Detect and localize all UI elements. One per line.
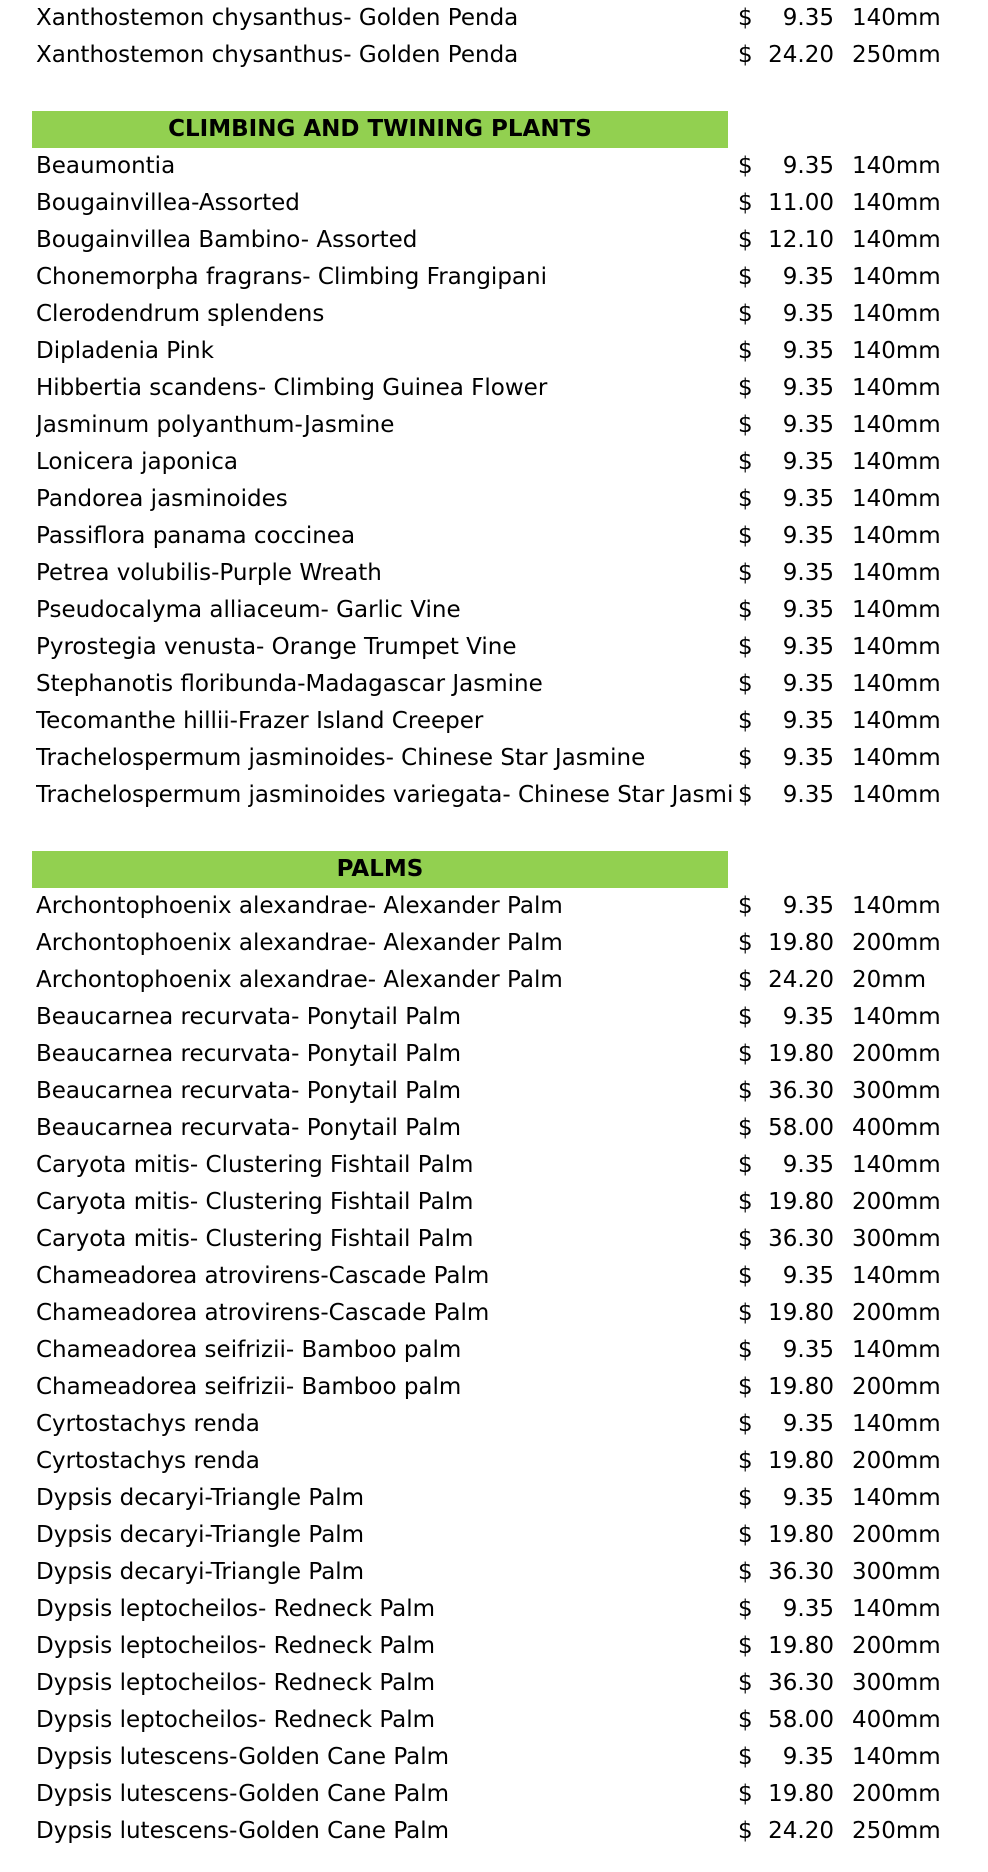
plant-name: Cyrtostachys renda: [36, 1411, 260, 1437]
plant-price: 36.30: [768, 1078, 834, 1104]
plant-name: Dypsis leptocheilos- Redneck Palm: [36, 1670, 436, 1696]
plant-price: 9.35: [782, 560, 834, 586]
plant-name: Pseudocalyma alliaceum- Garlic Vine: [36, 597, 461, 623]
currency-symbol: $: [738, 264, 753, 290]
pot-size: 300mm: [852, 1670, 941, 1696]
plant-price: 9.35: [782, 449, 834, 475]
price-list-row: [0, 1295, 988, 1332]
price-list-row: [0, 407, 988, 444]
price-list-row: [0, 1332, 988, 1369]
plant-price: 9.35: [782, 5, 834, 31]
currency-symbol: $: [738, 967, 753, 993]
pot-size: 200mm: [852, 1633, 941, 1659]
plant-name: Dypsis decaryi-Triangle Palm: [36, 1522, 365, 1548]
plant-name: Stephanotis floribunda-Madagascar Jasmine: [36, 671, 543, 697]
price-list-row: [0, 0, 988, 37]
price-list-row: [0, 222, 988, 259]
plant-price: 9.35: [782, 634, 834, 660]
plant-price: 9.35: [782, 1004, 834, 1030]
plant-price: 9.35: [782, 1337, 834, 1363]
plant-name: Beaucarnea recurvata- Ponytail Palm: [36, 1078, 461, 1104]
price-list-row: [0, 592, 988, 629]
section-title: PALMS: [32, 851, 728, 888]
pot-size: 140mm: [852, 264, 941, 290]
pot-size: 140mm: [852, 449, 941, 475]
plant-price: 58.00: [768, 1115, 834, 1141]
currency-symbol: $: [738, 412, 753, 438]
price-list-row: [0, 629, 988, 666]
plant-name: Jasminum polyanthum-Jasmine: [36, 412, 395, 438]
plant-name: Archontophoenix alexandrae- Alexander Palm: [36, 967, 563, 993]
currency-symbol: $: [738, 745, 753, 771]
price-list-row: [0, 925, 988, 962]
pot-size: 140mm: [852, 1485, 941, 1511]
plant-name: Chameadorea atrovirens-Cascade Palm: [36, 1263, 490, 1289]
price-list-row: [0, 1073, 988, 1110]
currency-symbol: $: [738, 893, 753, 919]
plant-price: 24.20: [768, 967, 834, 993]
currency-symbol: $: [738, 1263, 753, 1289]
price-list-row: [0, 1739, 988, 1776]
price-list-row: [0, 333, 988, 370]
plant-name: Dypsis lutescens-Golden Cane Palm: [36, 1818, 450, 1844]
currency-symbol: $: [738, 1078, 753, 1104]
price-list-row: [0, 703, 988, 740]
plant-name: Chameadorea atrovirens-Cascade Palm: [36, 1300, 490, 1326]
price-list-row: [0, 1147, 988, 1184]
plant-name: Beaucarnea recurvata- Ponytail Palm: [36, 1041, 461, 1067]
section-title: CLIMBING AND TWINING PLANTS: [32, 111, 728, 148]
pot-size: 140mm: [852, 1337, 941, 1363]
currency-symbol: $: [738, 153, 753, 179]
pot-size: 140mm: [852, 634, 941, 660]
plant-price: 9.35: [782, 1411, 834, 1437]
price-list-row: [0, 1813, 988, 1850]
pot-size: 140mm: [852, 5, 941, 31]
plant-price: 9.35: [782, 671, 834, 697]
plant-price: 9.35: [782, 893, 834, 919]
pot-size: 140mm: [852, 412, 941, 438]
pot-size: 250mm: [852, 42, 941, 68]
currency-symbol: $: [738, 1818, 753, 1844]
currency-symbol: $: [738, 227, 753, 253]
price-list-row: [0, 370, 988, 407]
currency-symbol: $: [738, 1300, 753, 1326]
currency-symbol: $: [738, 1337, 753, 1363]
section-header: [0, 851, 988, 888]
plant-price: 11.00: [768, 190, 834, 216]
plant-name: Beaucarnea recurvata- Ponytail Palm: [36, 1115, 461, 1141]
pot-size: 140mm: [852, 1744, 941, 1770]
currency-symbol: $: [738, 1559, 753, 1585]
currency-symbol: $: [738, 1633, 753, 1659]
plant-price: 36.30: [768, 1670, 834, 1696]
plant-price: 19.80: [768, 1522, 834, 1548]
plant-name: Pandorea jasminoides: [36, 486, 288, 512]
currency-symbol: $: [738, 5, 753, 31]
plant-name: Archontophoenix alexandrae- Alexander Palm: [36, 930, 563, 956]
price-list-row: [0, 555, 988, 592]
pot-size: 20mm: [852, 967, 927, 993]
plant-name: Xanthostemon chysanthus- Golden Penda: [36, 42, 519, 68]
plant-name: Cyrtostachys renda: [36, 1448, 260, 1474]
plant-price: 19.80: [768, 1189, 834, 1215]
currency-symbol: $: [738, 486, 753, 512]
currency-symbol: $: [738, 523, 753, 549]
price-list-row: [0, 999, 988, 1036]
plant-name: Chameadorea seifrizii- Bamboo palm: [36, 1374, 462, 1400]
plant-price: 9.35: [782, 338, 834, 364]
plant-price: 58.00: [768, 1707, 834, 1733]
pot-size: 140mm: [852, 893, 941, 919]
pot-size: 400mm: [852, 1707, 941, 1733]
section-spacer: [0, 74, 988, 111]
price-list-row: [0, 1258, 988, 1295]
pot-size: 140mm: [852, 227, 941, 253]
price-list-row: [0, 1554, 988, 1591]
plant-name: Pyrostegia venusta- Orange Trumpet Vine: [36, 634, 517, 660]
currency-symbol: $: [738, 1485, 753, 1511]
plant-price: 19.80: [768, 1374, 834, 1400]
currency-symbol: $: [738, 190, 753, 216]
price-list-row: [0, 1406, 988, 1443]
plant-price: 24.20: [768, 1818, 834, 1844]
section-header: [0, 111, 988, 148]
plant-price: 9.35: [782, 153, 834, 179]
currency-symbol: $: [738, 782, 753, 808]
plant-name: Dypsis leptocheilos- Redneck Palm: [36, 1596, 436, 1622]
plant-name: Dypsis lutescens-Golden Cane Palm: [36, 1781, 450, 1807]
currency-symbol: $: [738, 597, 753, 623]
plant-price: 9.35: [782, 1744, 834, 1770]
pot-size: 140mm: [852, 708, 941, 734]
currency-symbol: $: [738, 1522, 753, 1548]
plant-name: Dypsis leptocheilos- Redneck Palm: [36, 1707, 436, 1733]
plant-price: 19.80: [768, 1448, 834, 1474]
currency-symbol: $: [738, 1152, 753, 1178]
plant-name: Archontophoenix alexandrae- Alexander Palm: [36, 893, 563, 919]
plant-price: 9.35: [782, 375, 834, 401]
pot-size: 140mm: [852, 1004, 941, 1030]
plant-name: Trachelospermum jasminoides variegata- Chinese Star Jasmi: [36, 782, 734, 808]
pot-size: 200mm: [852, 1041, 941, 1067]
price-list-row: [0, 888, 988, 925]
plant-price: 19.80: [768, 1633, 834, 1659]
currency-symbol: $: [738, 708, 753, 734]
price-list-row: [0, 1517, 988, 1554]
price-list-row: [0, 1628, 988, 1665]
plant-price: 9.35: [782, 708, 834, 734]
plant-name: Dypsis decaryi-Triangle Palm: [36, 1485, 365, 1511]
pot-size: 300mm: [852, 1559, 941, 1585]
pot-size: 140mm: [852, 375, 941, 401]
price-list-row: [0, 1369, 988, 1406]
price-list-row: [0, 444, 988, 481]
plant-price: 9.35: [782, 301, 834, 327]
plant-price: 9.35: [782, 1596, 834, 1622]
pot-size: 300mm: [852, 1078, 941, 1104]
currency-symbol: $: [738, 1448, 753, 1474]
currency-symbol: $: [738, 560, 753, 586]
plant-name: Dypsis leptocheilos- Redneck Palm: [36, 1633, 436, 1659]
plant-price: 12.10: [768, 227, 834, 253]
plant-price: 9.35: [782, 264, 834, 290]
price-list-row: [0, 1221, 988, 1258]
section-spacer: [0, 814, 988, 851]
pot-size: 200mm: [852, 1300, 941, 1326]
pot-size: 200mm: [852, 1189, 941, 1215]
plant-name: Dypsis lutescens-Golden Cane Palm: [36, 1744, 450, 1770]
plant-price: 19.80: [768, 1300, 834, 1326]
plant-name: Xanthostemon chysanthus- Golden Penda: [36, 5, 519, 31]
currency-symbol: $: [738, 1707, 753, 1733]
price-list-row: [0, 1184, 988, 1221]
plant-price: 36.30: [768, 1559, 834, 1585]
currency-symbol: $: [738, 1115, 753, 1141]
plant-name: Bougainvillea-Assorted: [36, 190, 300, 216]
plant-price: 9.35: [782, 782, 834, 808]
plant-price: 9.35: [782, 486, 834, 512]
price-list-row: [0, 37, 988, 74]
plant-name: Trachelospermum jasminoides- Chinese Star Jasmine: [36, 745, 646, 771]
pot-size: 140mm: [852, 782, 941, 808]
currency-symbol: $: [738, 1670, 753, 1696]
pot-size: 200mm: [852, 1781, 941, 1807]
price-list-row: [0, 1110, 988, 1147]
plant-name: Chameadorea seifrizii- Bamboo palm: [36, 1337, 462, 1363]
price-list-row: [0, 185, 988, 222]
plant-name: Passiflora panama coccinea: [36, 523, 356, 549]
pot-size: 140mm: [852, 301, 941, 327]
pot-size: 300mm: [852, 1226, 941, 1252]
plant-price: 36.30: [768, 1226, 834, 1252]
price-list-row: [0, 296, 988, 333]
plant-name: Dypsis decaryi-Triangle Palm: [36, 1559, 365, 1585]
currency-symbol: $: [738, 1374, 753, 1400]
price-list-row: [0, 962, 988, 999]
pot-size: 140mm: [852, 1596, 941, 1622]
currency-symbol: $: [738, 1189, 753, 1215]
currency-symbol: $: [738, 301, 753, 327]
price-list-row: [0, 1702, 988, 1739]
plant-price: 9.35: [782, 597, 834, 623]
pot-size: 140mm: [852, 671, 941, 697]
plant-name: Caryota mitis- Clustering Fishtail Palm: [36, 1189, 474, 1215]
price-list-row: [0, 1036, 988, 1073]
pot-size: 140mm: [852, 1263, 941, 1289]
price-list-row: [0, 1443, 988, 1480]
currency-symbol: $: [738, 1744, 753, 1770]
plant-price: 9.35: [782, 1152, 834, 1178]
price-list-row: [0, 777, 988, 814]
plant-price: 19.80: [768, 1781, 834, 1807]
plant-name: Petrea volubilis-Purple Wreath: [36, 560, 382, 586]
price-list-row: [0, 148, 988, 185]
plant-price: 24.20: [768, 42, 834, 68]
plant-price: 19.80: [768, 1041, 834, 1067]
plant-name: Caryota mitis- Clustering Fishtail Palm: [36, 1226, 474, 1252]
currency-symbol: $: [738, 1226, 753, 1252]
pot-size: 200mm: [852, 1448, 941, 1474]
pot-size: 140mm: [852, 1411, 941, 1437]
price-list-row: [0, 518, 988, 555]
price-list-row: [0, 259, 988, 296]
plant-name: Lonicera japonica: [36, 449, 238, 475]
pot-size: 140mm: [852, 486, 941, 512]
pot-size: 140mm: [852, 597, 941, 623]
pot-size: 200mm: [852, 930, 941, 956]
price-list-row: [0, 1665, 988, 1702]
currency-symbol: $: [738, 1004, 753, 1030]
pot-size: 200mm: [852, 1374, 941, 1400]
pot-size: 140mm: [852, 1152, 941, 1178]
plant-name: Dipladenia Pink: [36, 338, 214, 364]
currency-symbol: $: [738, 930, 753, 956]
pot-size: 250mm: [852, 1818, 941, 1844]
pot-size: 140mm: [852, 523, 941, 549]
currency-symbol: $: [738, 634, 753, 660]
plant-price: 9.35: [782, 1263, 834, 1289]
currency-symbol: $: [738, 671, 753, 697]
plant-price: 9.35: [782, 745, 834, 771]
plant-name: Chonemorpha fragrans- Climbing Frangipani: [36, 264, 547, 290]
currency-symbol: $: [738, 42, 753, 68]
price-list-row: [0, 1776, 988, 1813]
currency-symbol: $: [738, 1596, 753, 1622]
price-list-row: [0, 1480, 988, 1517]
pot-size: 140mm: [852, 190, 941, 216]
plant-price: 9.35: [782, 412, 834, 438]
plant-name: Beaucarnea recurvata- Ponytail Palm: [36, 1004, 461, 1030]
pot-size: 140mm: [852, 338, 941, 364]
pot-size: 400mm: [852, 1115, 941, 1141]
currency-symbol: $: [738, 338, 753, 364]
pot-size: 140mm: [852, 153, 941, 179]
plant-price: 9.35: [782, 1485, 834, 1511]
currency-symbol: $: [738, 449, 753, 475]
price-list-row: [0, 1591, 988, 1628]
currency-symbol: $: [738, 1041, 753, 1067]
plant-name: Beaumontia: [36, 153, 176, 179]
currency-symbol: $: [738, 1781, 753, 1807]
currency-symbol: $: [738, 1411, 753, 1437]
plant-price: 9.35: [782, 523, 834, 549]
currency-symbol: $: [738, 375, 753, 401]
price-list-row: [0, 481, 988, 518]
plant-name: Caryota mitis- Clustering Fishtail Palm: [36, 1152, 474, 1178]
pot-size: 140mm: [852, 745, 941, 771]
plant-name: Hibbertia scandens- Climbing Guinea Flower: [36, 375, 548, 401]
pot-size: 140mm: [852, 560, 941, 586]
plant-name: Clerodendrum splendens: [36, 301, 325, 327]
plant-price: 19.80: [768, 930, 834, 956]
price-list-row: [0, 666, 988, 703]
price-list-row: [0, 740, 988, 777]
plant-name: Bougainvillea Bambino- Assorted: [36, 227, 418, 253]
plant-name: Tecomanthe hillii-Frazer Island Creeper: [36, 708, 484, 734]
pot-size: 200mm: [852, 1522, 941, 1548]
